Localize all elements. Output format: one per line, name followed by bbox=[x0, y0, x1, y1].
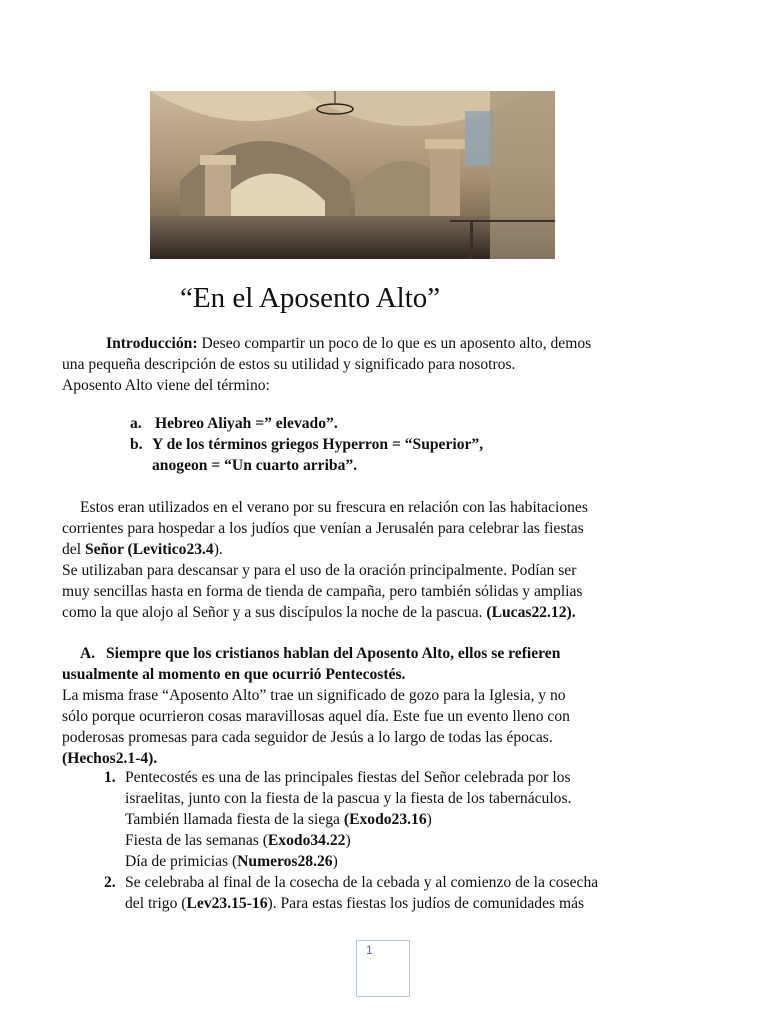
list-marker: b. bbox=[130, 436, 143, 453]
page-number-box bbox=[356, 940, 410, 997]
punctuation: ) bbox=[332, 853, 338, 870]
arched-chamber-image bbox=[150, 91, 555, 259]
body-line: La misma frase “Aposento Alto” trae un significado de gozo para la Iglesia, y no bbox=[62, 687, 566, 704]
punctuation: ) bbox=[426, 811, 432, 828]
item-line: También llamada fiesta de la siega bbox=[125, 811, 344, 828]
body-paragraph-1 bbox=[62, 497, 588, 623]
page-title: “En el Aposento Alto” bbox=[180, 282, 441, 314]
item-line: israelitas, junto con la fiesta de la pascua y la fiesta de los tabernáculos. bbox=[125, 790, 572, 807]
scripture-reference: Exodo34.22 bbox=[267, 832, 346, 849]
header-photo bbox=[150, 91, 555, 259]
page-number: 1 bbox=[366, 943, 373, 957]
intro-label: Introducción: bbox=[106, 335, 198, 352]
section-heading-text: Siempre que los cristianos hablan del Aposento Alto, ellos se refieren bbox=[106, 645, 561, 662]
punctuation: ). bbox=[213, 541, 223, 558]
intro-paragraph bbox=[62, 333, 591, 396]
item-line: ). Para estas fiestas los judíos de comunidades más bbox=[267, 895, 585, 912]
body-line: Estos eran utilizados en el verano por su frescura en relación con las habitaciones bbox=[80, 499, 588, 516]
body-line: del bbox=[62, 541, 85, 558]
scripture-reference: (Hechos2.1-4). bbox=[62, 750, 158, 767]
body-line: Se utilizaban para descansar y para el uso de la oración principalmente. Podían ser bbox=[62, 562, 577, 579]
item-line: del trigo ( bbox=[125, 895, 187, 912]
scripture-reference: Numeros28.26 bbox=[237, 853, 333, 870]
section-a-body bbox=[62, 664, 570, 769]
item-line: Fiesta de las semanas ( bbox=[125, 832, 268, 849]
scripture-reference: (Lucas22.12). bbox=[486, 604, 576, 621]
scripture-reference: (Exodo23.16 bbox=[343, 811, 427, 828]
item-line: Se celebraba al final de la cosecha de la cebada y al comienzo de la cosecha bbox=[125, 874, 599, 891]
list-marker: 1. bbox=[104, 769, 116, 786]
body-line: corrientes para hospedar a los judíos que venían a Jerusalén para celebrar las fiestas bbox=[62, 520, 584, 537]
intro-text-1: Deseo compartir un poco de lo que es un aposento alto, demos bbox=[197, 335, 592, 352]
term-text: Y de los términos griegos Hyperron = “Superior”, bbox=[152, 436, 484, 453]
item-line: Día de primicias ( bbox=[125, 853, 238, 870]
body-line: como la que alojo al Señor y a sus discípulos la noche de la pascua. bbox=[62, 604, 487, 621]
term-text: Hebreo Aliyah =” elevado”. bbox=[155, 415, 338, 432]
scripture-reference: Lev23.15-16 bbox=[186, 895, 268, 912]
punctuation: ) bbox=[345, 832, 351, 849]
scripture-reference: Señor (Levitico23.4 bbox=[84, 541, 214, 558]
term-text-continued: anogeon = “Un cuarto arriba”. bbox=[152, 457, 358, 474]
body-line: poderosas promesas para cada seguidor de Jesús a lo largo de todas las épocas. bbox=[62, 729, 553, 746]
list-marker: A. bbox=[80, 645, 96, 662]
section-heading-text: usualmente al momento en que ocurrió Pentecostés. bbox=[62, 666, 406, 683]
intro-text-3: Aposento Alto viene del término: bbox=[62, 377, 270, 394]
list-marker: a. bbox=[130, 415, 142, 432]
body-line: muy sencillas hasta en forma de tienda de campaña, pero también sólidas y amplias bbox=[62, 583, 583, 600]
intro-text-2: una pequeña descripción de estos su utilidad y significado para nosotros. bbox=[62, 356, 516, 373]
item-line: Pentecostés es una de las principales fiestas del Señor celebrada por los bbox=[125, 769, 571, 786]
list-marker: 2. bbox=[104, 874, 116, 891]
body-line: sólo porque ocurrieron cosas maravillosas aquel día. Este fue un evento lleno con bbox=[62, 708, 570, 725]
